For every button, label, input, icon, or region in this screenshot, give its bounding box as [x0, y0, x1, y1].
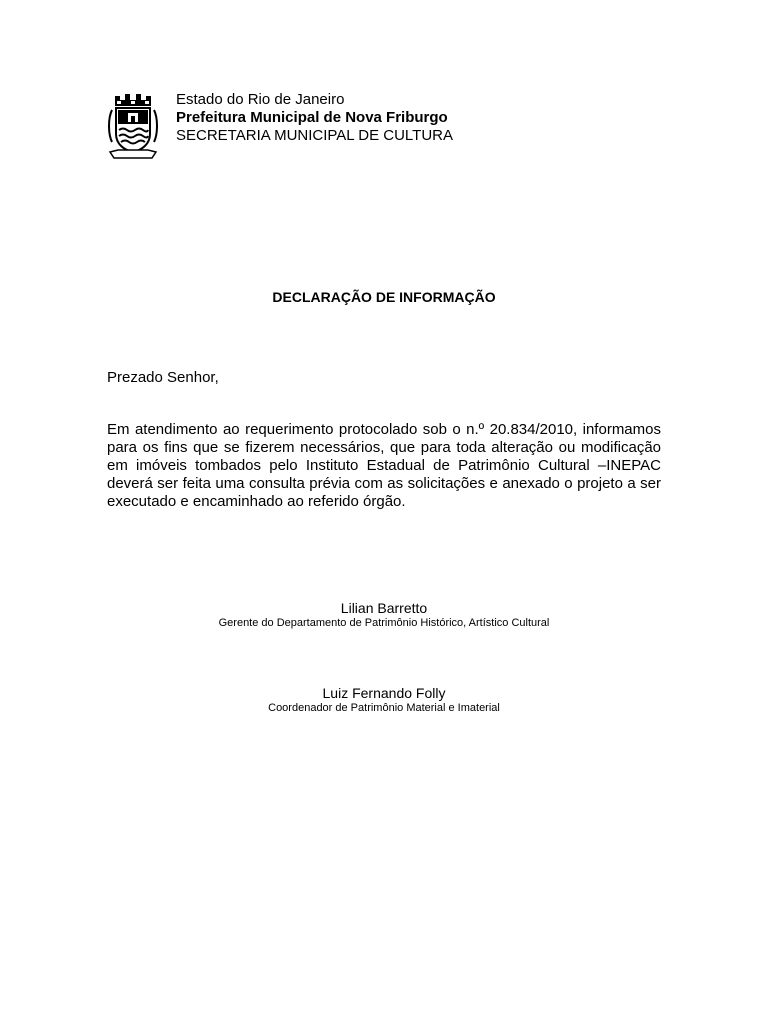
- municipal-coat-of-arms-icon: [106, 90, 160, 162]
- signatory-name: Lilian Barretto: [340, 600, 428, 616]
- signature-block: [0, 685, 768, 715]
- letterhead: [176, 91, 453, 145]
- secretariat-name: SECRETARIA MUNICIPAL DE CULTURA: [176, 127, 453, 144]
- prefecture-name: Prefeitura Municipal de Nova Friburgo: [176, 109, 448, 126]
- signature-block: [0, 600, 768, 630]
- state-name: Estado do Rio de Janeiro: [176, 91, 345, 108]
- salutation: Prezado Senhor,: [107, 369, 219, 386]
- signatory-role: Gerente do Departamento de Patrimônio Histórico, Artístico Cultural: [218, 617, 550, 629]
- signatory-role: Coordenador de Patrimônio Material e Imaterial: [268, 702, 500, 714]
- signatory-name: Luiz Fernando Folly: [322, 685, 446, 701]
- body-paragraph: Em atendimento ao requerimento protocolado sob o n.º 20.834/2010, informamos para os fins que se fizerem necessários, que para toda alteração ou modificação em imóveis tombados pelo Instituto Estadual de Patrimônio Cultural –INEPAC deverá ser feita uma consulta prévia com as solicitações e anexado o projeto a ser executado e encaminhado ao referido órgão.: [107, 421, 661, 510]
- document-title: DECLARAÇÃO DE INFORMAÇÃO: [272, 289, 496, 305]
